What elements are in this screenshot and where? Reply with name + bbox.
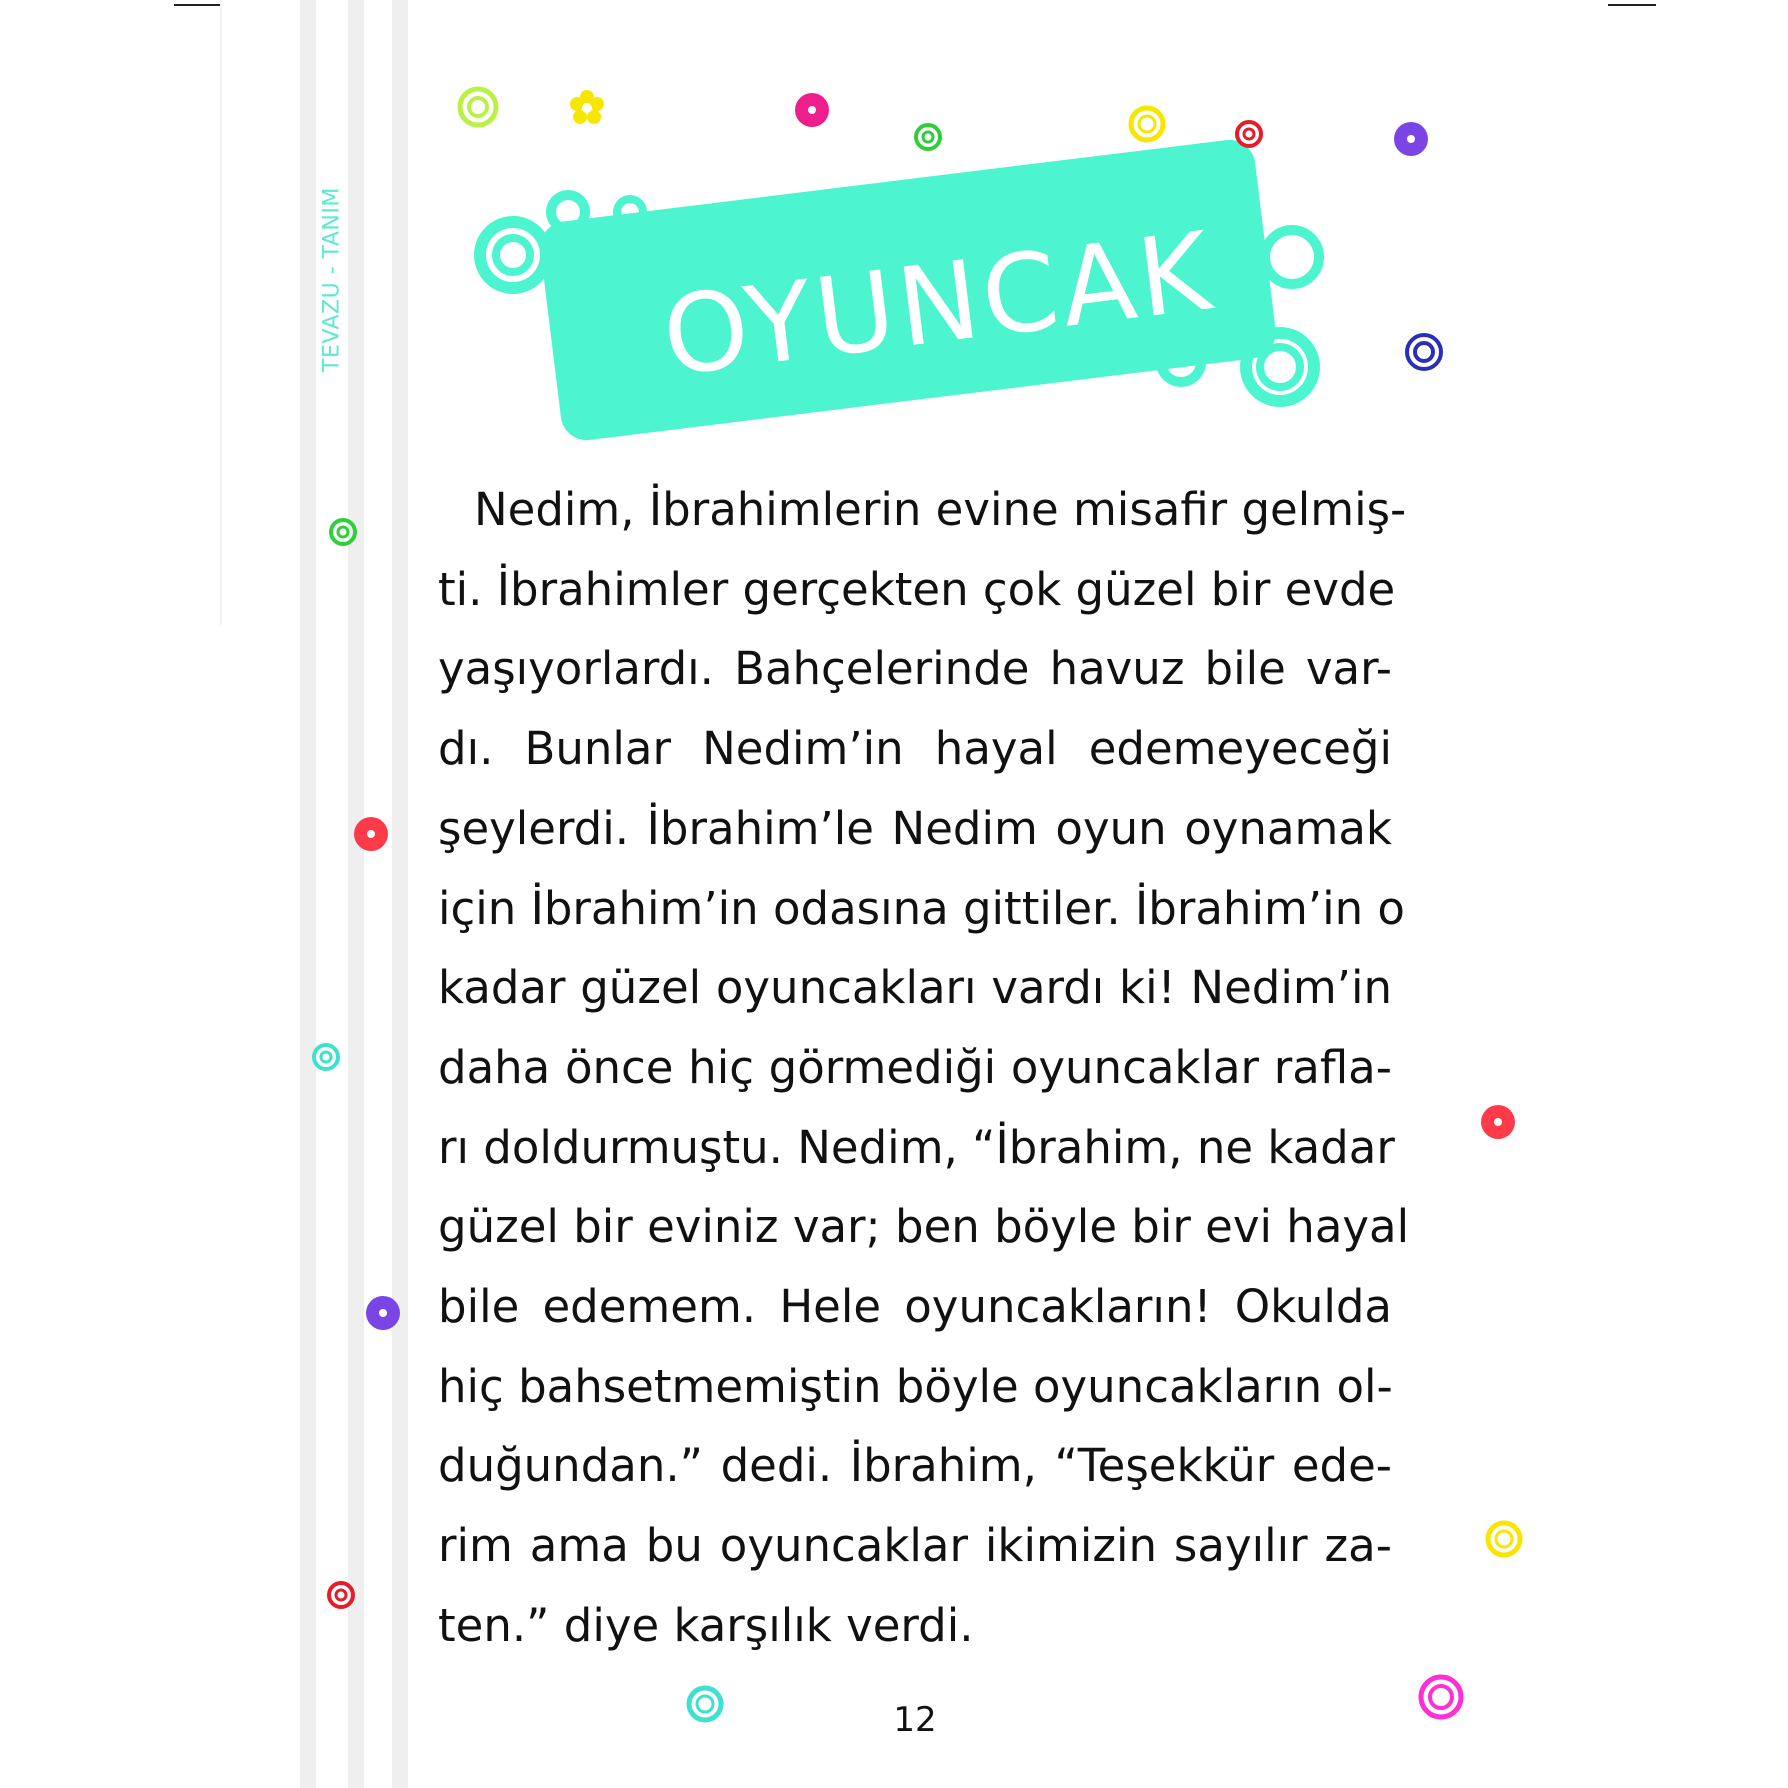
flower-icon-yellow — [570, 90, 604, 124]
story-line-7: kadar güzel oyuncakları vardı ki! Nedim’in — [438, 961, 1392, 1015]
ring-decor-lime — [460, 89, 496, 125]
flower-icon-purple-top — [1394, 122, 1428, 156]
story-line-4: dı. Bunlar Nedim’in hayal edemeyeceği — [438, 722, 1392, 776]
story-line-5: şeylerdi. İbrahim’le Nedim oyun oynamak — [438, 801, 1392, 855]
banner-ring-left-outer — [480, 222, 546, 288]
ring-decor-green — [916, 125, 940, 149]
banner-ring-bottom-3-inner — [1260, 347, 1300, 387]
flower-icon-red-margin — [354, 817, 388, 851]
ring-decor-green-margin — [331, 520, 355, 544]
story-line-1: Nedim, İbrahimlerin evine misafir gelmiş- — [474, 483, 1407, 536]
story-line-2: ti. İbrahimler gerçekten çok güzel bir evde — [438, 562, 1396, 616]
ring-decor-cyan-bottom — [689, 1688, 721, 1720]
page-number: 12 — [893, 1700, 937, 1740]
title-banner — [480, 137, 1319, 443]
ring-decor-navy — [1407, 335, 1441, 369]
ring-decor-yellow-right — [1488, 1523, 1520, 1555]
story-line-9: rı doldurmuştu. Nedim, “İbrahim, ne kadar — [438, 1120, 1395, 1174]
story-line-12: hiç bahsetmemiştin böyle oyuncakların ol- — [438, 1359, 1393, 1413]
banner-ring-left-inner — [496, 238, 530, 272]
chapter-side-label: TEVAZU - TANIM — [319, 187, 345, 373]
ring-decor-red-top — [1237, 122, 1261, 146]
story-line-14: rim ama bu oyuncaklar ikimizin sayılır za- — [438, 1519, 1392, 1573]
ring-decor-yellow-top — [1131, 108, 1163, 140]
page-title: OYUNCAK — [656, 209, 1221, 401]
banner-ring-top-2 — [617, 199, 643, 225]
story-line-10: güzel bir eviniz var; ben böyle bir evi hayal — [438, 1200, 1410, 1254]
story-line-11: bile edemem. Hele oyuncakların! Okulda — [438, 1280, 1392, 1334]
story-line-13: duğundan.” dedi. İbrahim, “Teşekkür ede- — [438, 1439, 1392, 1493]
flower-icon-red-right — [1481, 1105, 1515, 1139]
story-line-8: daha önce hiç görmediği oyuncaklar rafla- — [438, 1040, 1392, 1094]
ring-decor-red-margin — [329, 1583, 353, 1607]
ring-decor-teal-margin — [314, 1045, 338, 1069]
story-line-15: ten.” diye karşılık verdi. — [438, 1598, 974, 1652]
story-line-3: yaşıyorlardı. Bahçelerinde havuz bile var- — [438, 642, 1392, 696]
story-paragraph — [438, 470, 1410, 1666]
flower-icon-purple-margin — [366, 1296, 400, 1330]
story-line-6: için İbrahim’in odasına gittiler. İbrahim’in o — [438, 881, 1405, 935]
ring-decor-magenta-bottom — [1421, 1677, 1461, 1717]
flower-icon-magenta — [795, 93, 829, 127]
banner-ring-right — [1265, 230, 1319, 284]
